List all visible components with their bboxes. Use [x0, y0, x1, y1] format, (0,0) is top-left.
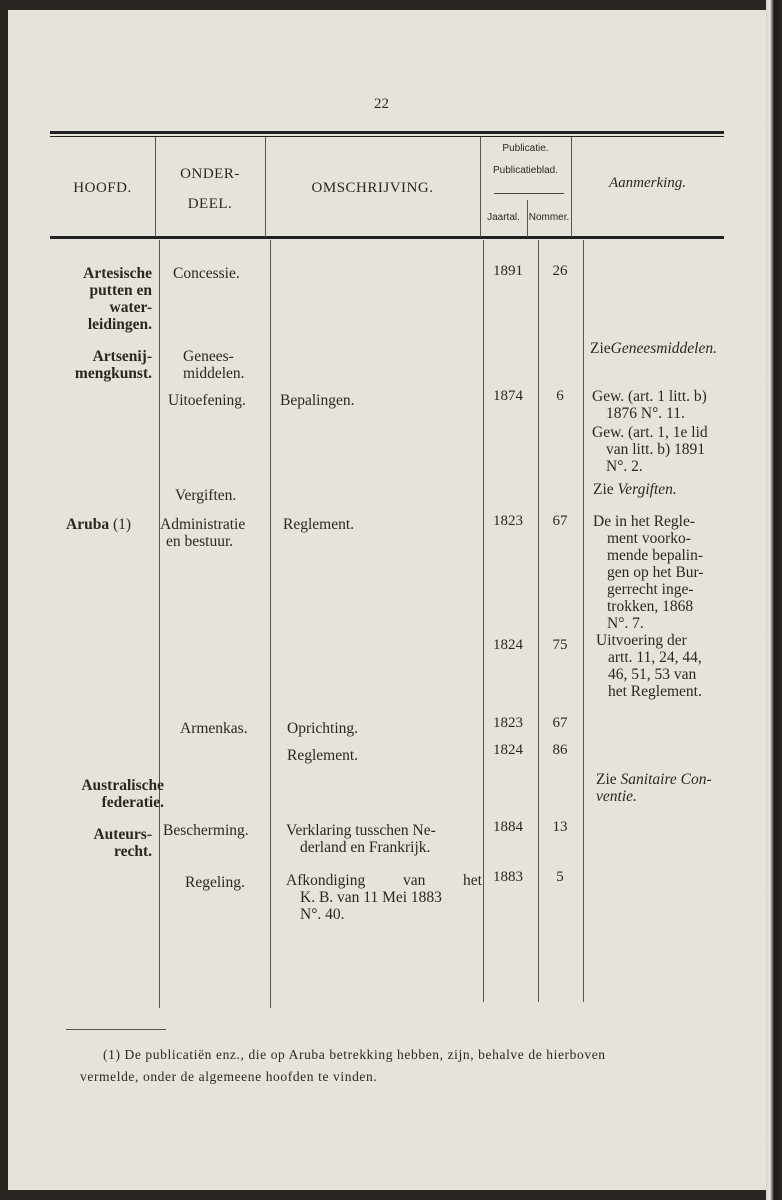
- nommer-5: 5: [556, 869, 564, 885]
- aanm-zie-vergiften: Zie Vergiften.: [593, 481, 677, 498]
- footnote-line-1: (1) De publicatiën enz., die op Aruba betrekking hebben, zijn, behalve de hierboven: [103, 1047, 606, 1062]
- nommer-86: 86: [552, 742, 568, 758]
- hoofd-australische: Australische federatie.: [81, 777, 164, 811]
- hoofd-auteursrecht: Auteurs- recht.: [93, 826, 152, 860]
- hoofd-artsenijmengkunst: Artsenij- mengkunst.: [74, 348, 152, 382]
- onderdeel-uitoefening: Uitoefening.: [168, 392, 246, 409]
- aanm-gew: Gew. (art. 1 litt. b) 1876 N°. 11. Gew. (art. 1, 1e lid van litt. b) 1891 N°. 2.: [592, 388, 708, 475]
- header-bottom-rule: [50, 236, 724, 239]
- omschrijving-reglement-2: Reglement.: [287, 747, 359, 764]
- column-divider: [538, 240, 539, 1002]
- book-binding-edge: [766, 0, 782, 1200]
- publicatie-underline: [494, 193, 564, 194]
- onderdeel-bescherming: Bescherming.: [163, 822, 249, 839]
- header-onderdeel-2: DEEL.: [187, 196, 233, 212]
- header-hoofd: HOOFD.: [73, 180, 132, 196]
- jaartal-1891: 1891: [493, 263, 523, 279]
- footnote-rule: [66, 1029, 166, 1030]
- nommer-26: 26: [552, 263, 568, 279]
- page-number: 22: [374, 96, 389, 112]
- header-publicatieblad: Publicatieblad.: [492, 165, 559, 176]
- header-jaartal: Jaartal.: [487, 212, 520, 223]
- header-onderdeel-1: ONDER-: [180, 166, 240, 182]
- header-aanmerking: Aanmerking.: [608, 175, 687, 191]
- jaartal-1824b: 1824: [493, 742, 523, 758]
- aanm-zie-sanitaire: Zie Sanitaire Con- ventie.: [596, 771, 712, 805]
- nommer-75: 75: [552, 637, 568, 653]
- jaartal-1823: 1823: [493, 513, 523, 529]
- aanm-de-in-het-reglement: De in het Regle- ment voorko- mende bepalin- gen op het Bur- gerrecht inge- trokken, 1868 N°. 7.: [593, 513, 704, 632]
- top-rule-thin: [50, 136, 724, 137]
- omschrijving-bepalingen: Bepalingen.: [280, 392, 355, 409]
- hoofd-aruba: Aruba (1): [66, 516, 132, 533]
- jaartal-1874: 1874: [493, 388, 523, 404]
- header-publicatie: Publicatie.: [502, 143, 549, 154]
- onderdeel-vergiften: Vergiften.: [175, 487, 237, 504]
- onderdeel-regeling: Regeling.: [185, 874, 245, 891]
- omschrijving-reglement: Reglement.: [283, 516, 355, 533]
- jaartal-1883: 1883: [493, 869, 523, 885]
- header-nommer: Nommer.: [528, 212, 570, 223]
- column-divider: [270, 240, 271, 1008]
- jaartal-1823b: 1823: [493, 715, 523, 731]
- header-omschrijving: OMSCHRIJVING.: [311, 180, 434, 196]
- nommer-6: 6: [556, 388, 564, 404]
- nommer-67b: 67: [552, 715, 568, 731]
- page: [8, 10, 768, 1190]
- column-divider: [583, 240, 584, 1002]
- omschrijving-afkondiging: Afkondiging van het K. B. van 11 Mei 1883 N°. 40.: [286, 872, 482, 923]
- omschrijving-oprichting: Oprichting.: [287, 720, 359, 737]
- aanm-zie-geneesmiddelen: ZieGeneesmiddelen.: [590, 340, 717, 357]
- onderdeel-geneesmiddelen: Genees- middelen.: [183, 348, 245, 382]
- omschrijving-verklaring: Verklaring tusschen Ne- derland en Frankrijk.: [286, 822, 436, 856]
- column-divider: [483, 240, 484, 1002]
- aanm-uitvoering: Uitvoering der artt. 11, 24, 44, 46, 51, 53 van het Reglement.: [596, 632, 702, 700]
- onderdeel-armenkas: Armenkas.: [180, 720, 248, 737]
- onderdeel-administratie: Administratie en bestuur.: [160, 516, 246, 550]
- column-divider: [159, 240, 160, 1008]
- header-divider: [155, 137, 156, 237]
- nommer-13: 13: [552, 819, 568, 835]
- nommer-67: 67: [552, 513, 568, 529]
- jaartal-1884: 1884: [493, 819, 523, 835]
- jaartal-1824: 1824: [493, 637, 523, 653]
- footnote-line-2: vermelde, onder de algemeene hoofden te vinden.: [80, 1069, 378, 1084]
- onderdeel-concessie: Concessie.: [173, 265, 240, 282]
- top-rule: [50, 131, 724, 134]
- hoofd-artesische: Artesische putten en water- leidingen.: [83, 265, 152, 333]
